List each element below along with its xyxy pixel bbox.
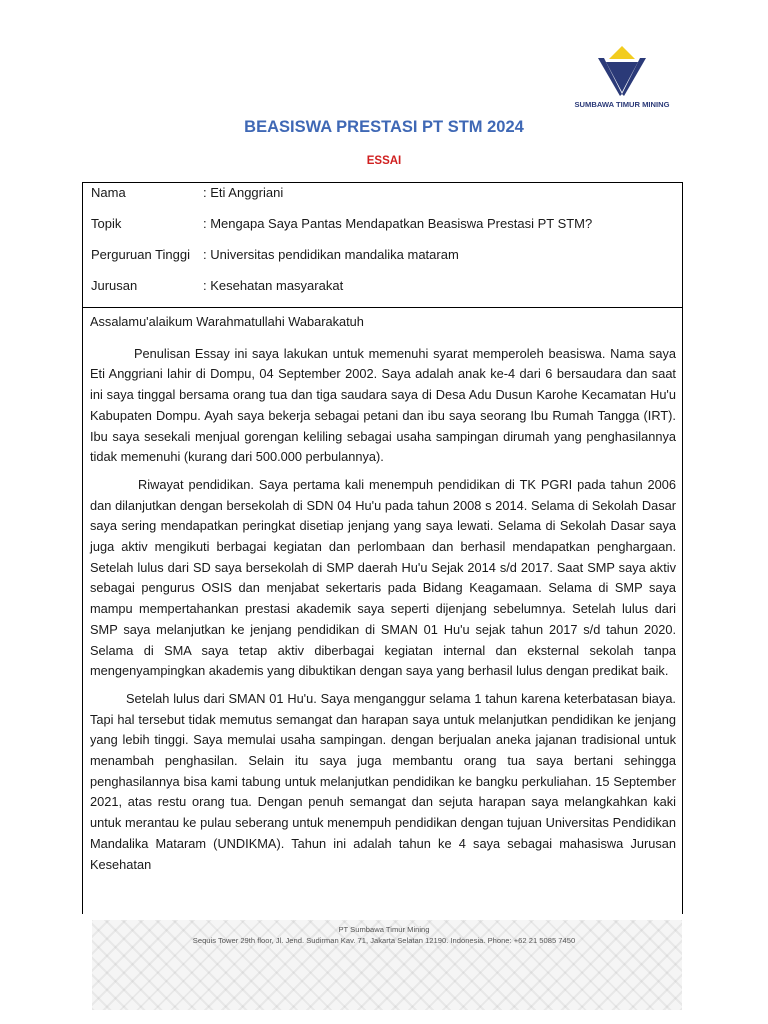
essay-paragraph: Setelah lulus dari SMAN 01 Hu'u. Saya menganggur selama 1 tahun karena keterbatasan biaya. Tapi hal tersebut tidak memutus semangat dan harapan saya untuk melanjutkan pendidikan ke jenjang yang lebih tinggi. Saya memulai usaha sampingan. dengan berjualan aneka jajanan tradisional untuk menambah penghasilan. Selain itu saya juga membantu orang tua saya bertani sehingga penghasilannya bisa kami tabung untuk melanjutkan pendidikan ke bangku perkuliahan. 15 September 2021, atas restu orang tua. Dengan penuh semangat dan sejuta harapan saya melangkahkan kaki untuk merantau ke pulau seberang untuk menempuh pendidikan dengan tujuan Universitas Pendidikan Mandalika Mataram (UNDIKMA). Tahun ini adalah tahun ke 4 saya sebagai mahasiswa Jurusan Kesehatan [90, 690, 676, 872]
info-row-perguruan-tinggi [91, 246, 676, 264]
applicant-info-section [83, 183, 682, 308]
essay-paragraph: Penulisan Essay ini saya lakukan untuk memenuhi syarat memperoleh beasiswa. Nama saya Eti Anggriani lahir di Dompu, 04 September 2002. Saya adalah anak ke-4 dari 6 bersaudara dan saat ini saya tinggal bersama orang tua dan tiga saudara saya di Desa Adu Dusun Karohe Kecamatan Hu'u Kabupaten Dompu. Ayah saya bekerja sebagai petani dan ibu saya seorang Ibu Rumah Tangga (IRT). Ibu saya sesekali menjual gorengan keliling sebagai usaha sampingan dirumah yang penghasilannya tidak memenuhi (kurang dari 500.000 perbulannya). [90, 345, 676, 465]
logo-text: SUMBAWA TIMUR MINING [574, 100, 670, 109]
essay-paragraph: Riwayat pendidikan. Saya pertama kali menempuh pendidikan di TK PGRI pada tahun 2006 dan dilanjutkan dengan bersekolah di SDN 04 Hu'u pada tahun 2008 s 2014. Selama di Sekolah Dasar saya sering mendapatkan peringkat disetiap jenjang yang saya lewati. Selama di Sekolah Dasar saya juga aktiv mengikuti berbagai kegiatan dan perlombaan dan berhasil mendapatkan penghargaan. Setelah lulus dari SD saya bersekolah di SMP daerah Hu'u Sejak 2014 s/d 2017. Saat SMP saya aktiv sebagai pengurus OSIS dan menjabat sekertaris pada Bidang Keagamaan. Selama di SMP saya mampu mempertahankan prestasi akademik saya seperti dijenjang sebelumnya. Setelah lulus dari SMP saya melanjutkan ke jenjang pendidikan di SMAN 01 Hu'u sejak tahun 2017 s/d tahun 2020. Selama di SMA saya tetap aktiv diberbagai kegiatan internal dan eksternal sekolah tanpa mengenyampingkan akademis yang dibuktikan dengan saya yang berhasil lulus dengan predikat baik. [90, 476, 676, 679]
info-label: Perguruan Tinggi [91, 247, 191, 262]
info-label: Jurusan [91, 278, 138, 293]
info-value: : Kesehatan masyarakat [203, 278, 344, 293]
document-subtitle: ESSAI [366, 155, 402, 167]
essay-form-frame [82, 182, 683, 914]
info-row-topik [91, 215, 676, 233]
info-value: : Eti Anggriani [203, 185, 284, 200]
essay-greeting: Assalamu'alaikum Warahmatullahi Wabarakatuh [90, 314, 364, 329]
footer-company: PT Sumbawa Timur Mining [338, 925, 430, 934]
info-row-jurusan [91, 277, 676, 295]
company-logo [566, 44, 678, 114]
info-value: : Universitas pendidikan mandalika mataram [203, 247, 459, 262]
info-label: Nama [91, 185, 126, 200]
info-value: : Mengapa Saya Pantas Mendapatkan Beasiswa Prestasi PT STM? [203, 216, 593, 231]
essay-body [83, 308, 682, 875]
footer-address: Sequis Tower 29th floor, Jl. Jend. Sudirman Kav. 71, Jakarta Selatan 12190. Indonesia. Phone: +62 21 5085 7450 [192, 936, 576, 945]
info-row-nama [91, 184, 676, 202]
document-title: BEASISWA PRESTASI PT STM 2024 [244, 118, 524, 136]
info-label: Topik [91, 216, 122, 231]
sumbawa-timur-mining-logo-icon [596, 44, 648, 96]
footer [0, 924, 768, 946]
